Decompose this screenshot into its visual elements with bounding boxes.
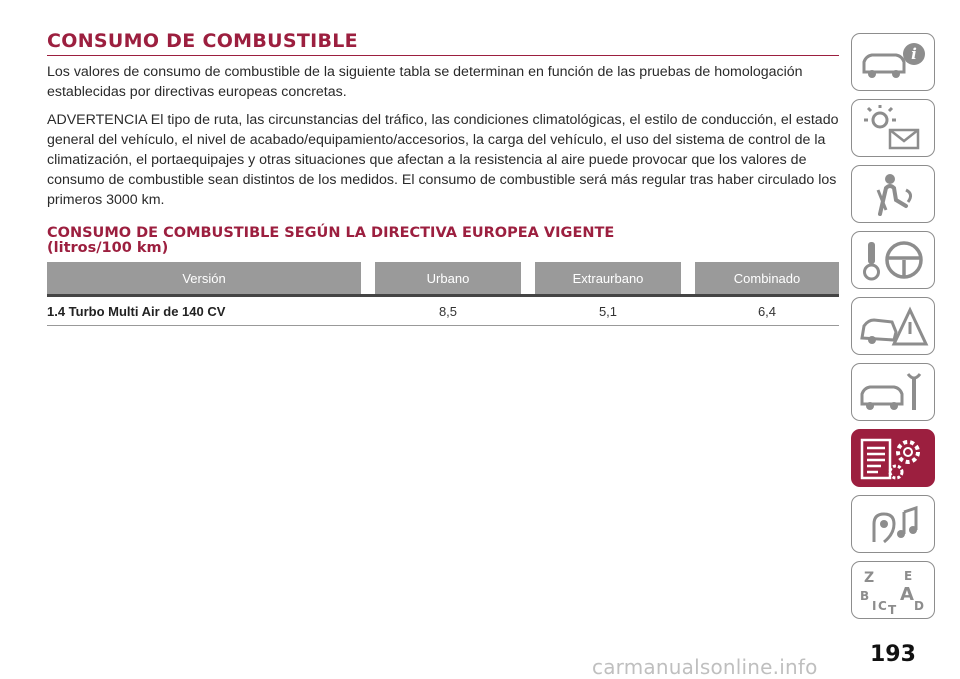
page-content (47, 30, 839, 326)
chapter-tabs (851, 33, 941, 627)
column-header-extraurbano: Extraurbano (535, 262, 681, 296)
seat-airbag-icon (856, 170, 930, 218)
tab-car-info[interactable] (851, 33, 935, 91)
section-title: CONSUMO DE COMBUSTIBLE (47, 30, 839, 56)
svg-text:D: D (914, 599, 924, 613)
subsection-title-line1: CONSUMO DE COMBUSTIBLE SEGÚN LA DIRECTIVA EUROPEA VIGENTE (47, 225, 615, 241)
svg-text:i: i (911, 45, 917, 63)
column-separator (361, 262, 375, 296)
page-number: 193 (870, 642, 916, 667)
svg-text:B: B (860, 589, 870, 603)
cell-combinado: 6,4 (695, 296, 839, 326)
column-separator (681, 262, 695, 296)
svg-text:T: T (888, 603, 897, 614)
tab-technical-data[interactable] (851, 429, 935, 487)
cell-version: 1.4 Turbo Multi Air de 140 CV (47, 296, 361, 326)
svg-text:I: I (872, 599, 877, 613)
watermark-text: carmanualsonline.info (592, 655, 818, 679)
cell-spacer (361, 296, 375, 326)
tab-dashboard[interactable] (851, 99, 935, 157)
svg-text:A: A (900, 584, 914, 605)
svg-text:E: E (904, 569, 913, 583)
column-header-version: Versión (47, 262, 361, 296)
cell-urbano: 8,5 (375, 296, 521, 326)
svg-text:C: C (878, 599, 887, 613)
cell-extraurbano: 5,1 (535, 296, 681, 326)
subsection-title-unit: (litros/100 km) (47, 240, 169, 256)
column-separator (521, 262, 535, 296)
svg-text:Z: Z (864, 570, 875, 586)
tab-maintenance[interactable] (851, 363, 935, 421)
dashboard-warning-light-icon (856, 104, 930, 152)
tab-index[interactable] (851, 561, 935, 619)
car-breakdown-warning-icon (856, 302, 930, 350)
cell-spacer (521, 296, 535, 326)
car-maintenance-wrench-icon (856, 368, 930, 416)
tab-start-driving[interactable] (851, 231, 935, 289)
intro-paragraph: Los valores de consumo de combustible de la siguiente tabla se determinan en función de las pruebas de homologación establecidas por directivas europeas concretas. (47, 64, 803, 100)
technical-data-gears-icon (856, 434, 930, 482)
fuel-consumption-table (47, 262, 839, 326)
column-header-urbano: Urbano (375, 262, 521, 296)
tab-multimedia[interactable] (851, 495, 935, 553)
multimedia-music-icon (856, 500, 930, 548)
subsection-title (47, 226, 839, 256)
alphabetical-index-icon (856, 566, 930, 614)
warning-paragraph: ADVERTENCIA El tipo de ruta, las circunstancias del tráfico, las condiciones climatológicas, el estilo de conducción, el estado general del vehículo, el nivel de acabado/equipamiento/accesorios, la carga del vehículo, el uso del sistema de control de la climatización, el portaequipajes y otras situaciones que afectan a la resistencia al aire puede provocar que los valores de consumo de combustible sean distintos de los medidos. El consumo de combustible será más regular tras haber circulado los primeros 3000 km. (47, 112, 839, 208)
table-row (47, 296, 839, 326)
column-header-combinado: Combinado (695, 262, 839, 296)
table-header-row (47, 262, 839, 296)
cell-spacer (681, 296, 695, 326)
car-info-icon (856, 38, 930, 86)
key-steering-wheel-icon (856, 236, 930, 284)
tab-safety[interactable] (851, 165, 935, 223)
tab-emergency[interactable] (851, 297, 935, 355)
